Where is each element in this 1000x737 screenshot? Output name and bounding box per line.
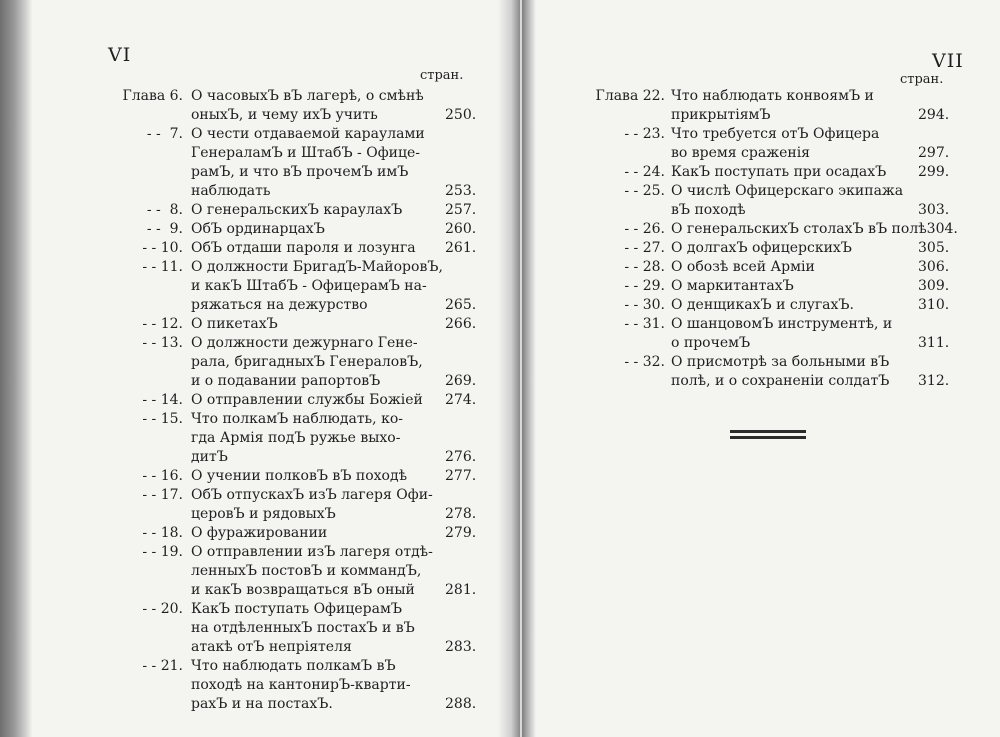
chapter-title-line: церовЪ и рядовыхЪ [191,506,336,522]
chapter-title [671,87,948,125]
toc-entry [593,296,948,315]
chapter-title [191,524,475,543]
chapter-title-line: О отправлении изЪ лагеря отдѣ- [191,544,433,560]
chapter-title [671,182,948,220]
chapter-title-line: во время сраженія [671,145,811,161]
page-ref: 299. [918,164,950,180]
chapter-label: - - 17. [142,487,183,503]
chapter-label: - - 15. [142,411,183,427]
toc-entry [103,87,475,125]
chapter-title-line: походѣ на кантонирЪ-кварти- [191,677,411,693]
chapter-title [671,315,948,353]
page-number-right: VII [932,50,964,72]
page-ref: 283. [445,639,477,655]
chapter-label: - - 20. [142,601,183,617]
chapter-title-line: О числѣ Офицерскаго экипажа [671,183,904,199]
chapter-title-line: ГенераламЪ и ШтабЪ - Офице- [191,145,420,161]
chapter-title [191,87,475,125]
page-ref: 310. [918,297,950,313]
chapter-title [191,467,475,486]
chapter-title-line: О должности БригадЪ-МайоровЪ, [191,259,443,275]
chapter-label: - - 30. [624,297,665,313]
toc-entry [593,163,948,182]
toc-entry [103,258,475,315]
toc-entry [593,220,958,239]
page-ref: 250. [445,107,477,123]
chapter-label: - - 29. [624,278,665,294]
toc-entry [103,239,475,258]
gutter-shadow-right [522,0,536,737]
page-ref: 274. [445,392,477,408]
chapter-title [191,543,475,600]
chapter-title-line: Что наблюдать конвоямЪ и [671,88,874,104]
chapter-label: - - 26. [624,221,665,237]
page-ref: 311. [918,335,950,351]
chapter-label: - - 32. [624,354,665,370]
toc-entry [103,391,475,410]
chapter-title [191,334,475,391]
chapter-label: - - 7. [146,126,183,142]
chapter-title-line: и какЪ возвращаться вЪ оный [191,582,415,598]
page-ref: 277. [445,468,477,484]
toc-entry [103,220,475,239]
page-ref: 253. [445,183,477,199]
toc-entry [593,258,948,277]
toc-entry [103,125,475,201]
chapter-title-line: О генеральскихЪ столахЪ вЪ полѣ [671,221,927,237]
toc-entry [103,486,475,524]
toc-entry [593,353,948,391]
chapter-label: - - 24. [624,164,665,180]
page-ref: 260. [445,221,477,237]
chapter-title [191,410,475,467]
page-ref: 305. [918,240,950,256]
chapter-title [191,657,475,714]
toc-entry [593,87,948,125]
page-ref: 276. [445,449,477,465]
chapter-label: - - 19. [142,544,183,560]
chapter-title [191,315,475,334]
chapter-title-line: О шанцовомЪ инструментѣ, и [671,316,893,332]
chapter-title-line: на отдѣленныхЪ постахЪ и вЪ [191,620,415,636]
toc-entry [103,410,475,467]
page-column-heading-right: стран. [900,72,944,87]
page-number-left: VI [108,44,132,66]
toc-entry [103,201,475,220]
chapter-label: - - 16. [142,468,183,484]
chapter-label: Глава 22. [595,88,665,104]
toc-entry [593,125,948,163]
chapter-title-line: Что требуется отЪ Офицера [671,126,880,142]
chapter-label: - - 8. [146,202,183,218]
page-ref: 261. [445,240,477,256]
toc-entry [103,315,475,334]
chapter-label: - - 14. [142,392,183,408]
page-ref: 279. [445,525,477,541]
page-column-heading-left: стран. [420,68,464,83]
page-ref: 306. [918,259,950,275]
chapter-title-line: ОбЪ отпускахЪ изЪ лагеря Офи- [191,487,433,503]
chapter-label: - - 27. [624,240,665,256]
chapter-title [671,239,948,258]
chapter-label: - - 23. [624,126,665,142]
chapter-title-line: Что полкамЪ наблюдать, ко- [191,411,403,427]
chapter-title-line: О обозѣ всей Арміи [671,259,815,275]
chapter-title-line: О присмотрѣ за больными вЪ [671,354,890,370]
chapter-label: - - 11. [142,259,183,275]
end-rule [730,430,806,439]
page-ref: 257. [445,202,477,218]
chapter-title-line: о прочемЪ [671,335,751,351]
chapter-title-line: вЪ походѣ [671,202,746,218]
chapter-title [191,258,475,315]
chapter-title [671,296,948,315]
chapter-label: Глава 6. [122,88,183,104]
chapter-title [671,258,948,277]
chapter-title [191,201,475,220]
chapter-title [191,600,475,657]
toc-entry [593,239,948,258]
chapter-label: - - 21. [142,658,183,674]
toc-entry [593,315,948,353]
chapter-label: - - 28. [624,259,665,275]
chapter-title [191,125,475,201]
page-ref: 297. [918,145,950,161]
chapter-title-line: ОбЪ отдаши пароля и лозунга [191,240,416,256]
page-ref: 266. [445,316,477,332]
chapter-title [191,486,475,524]
chapter-title-line: О пикетахЪ [191,316,278,332]
chapter-title-line: и какЪ ШтабЪ - ОфицерамЪ на- [191,278,427,294]
page-ref: 281. [445,582,477,598]
chapter-title-line: ленныхЪ постовЪ и коммандЪ, [191,563,422,579]
toc-entry [103,334,475,391]
chapter-title-line: О генеральскихЪ караулахЪ [191,202,403,218]
chapter-title-line: О долгахЪ офицерскихЪ [671,240,852,256]
toc-entry [103,524,475,543]
chapter-title-line: О учении полковЪ вЪ походѣ [191,468,408,484]
toc-list-left [103,87,475,714]
page-ref: 312. [918,373,950,389]
toc-entry [593,277,948,296]
chapter-title [671,277,948,296]
gutter-shadow-left [498,0,520,737]
chapter-label: - - 9. [146,221,183,237]
chapter-title-line: ряжаться на дежурство [191,297,368,313]
chapter-title-line: О маркитантахЪ [671,278,794,294]
page-ref: 294. [918,107,950,123]
chapter-title [191,391,475,410]
page-edge-shadow [0,0,32,737]
chapter-title-line: дитЪ [191,449,228,465]
chapter-title-line: О фуражировании [191,525,328,541]
chapter-title-line: О чести отдаваемой караулами [191,126,425,142]
chapter-title-line: и о подавании рапортовЪ [191,373,381,389]
chapter-title [671,125,948,163]
page-ref: 304. [926,221,958,237]
chapter-title-line: оныхЪ, и чему ихЪ учить [191,107,378,123]
chapter-label: - - 10. [142,240,183,256]
toc-entry [103,600,475,657]
chapter-title [191,239,475,258]
chapter-label: - - 25. [624,183,665,199]
page-ref: 265. [445,297,477,313]
chapter-title-line: КакЪ поступать при осадахЪ [671,164,887,180]
chapter-title-line: О отправлении службы Божіей [191,392,423,408]
page-ref: 278. [445,506,477,522]
chapter-label: - - 18. [142,525,183,541]
page-ref: 288. [445,696,477,712]
chapter-title-line: Что наблюдать полкамЪ вЪ [191,658,396,674]
chapter-title [671,353,948,391]
chapter-title-line: ОбЪ ординарцахЪ [191,221,325,237]
chapter-title-line: рала, бригадныхЪ ГенераловЪ, [191,354,423,370]
chapter-title-line: рамЪ, и что вЪ прочемЪ имЪ [191,164,409,180]
chapter-title-line: О должности дежурнаго Гене- [191,335,418,351]
toc-entry [103,657,475,714]
chapter-title-line: атакѣ отЪ непріятеля [191,639,352,655]
toc-entry [103,543,475,600]
chapter-label: - - 12. [142,316,183,332]
chapter-label: - - 13. [142,335,183,351]
chapter-title-line: полѣ, и о сохраненіи солдатЪ [671,373,890,389]
chapter-title-line: КакЪ поступать ОфицерамЪ [191,601,402,617]
chapter-title [191,220,475,239]
chapter-title-line: прикрытіямЪ [671,107,771,123]
chapter-title-line: рахЪ и на постахЪ. [191,696,333,712]
chapter-title [671,220,957,239]
chapter-title-line: наблюдать [191,183,271,199]
chapter-title-line: гда Армія подЪ ружье выхо- [191,430,401,446]
chapter-title-line: О денщикахЪ и слугахЪ. [671,297,854,313]
page-ref: 269. [445,373,477,389]
chapter-title-line: О часовыхЪ вЪ лагерѣ, о смѣнѣ [191,88,424,104]
toc-entry [593,182,948,220]
toc-list-right [593,87,958,391]
toc-entry [103,467,475,486]
chapter-label: - - 31. [624,316,665,332]
page-ref: 309. [918,278,950,294]
chapter-title [671,163,948,182]
page-ref: 303. [918,202,950,218]
